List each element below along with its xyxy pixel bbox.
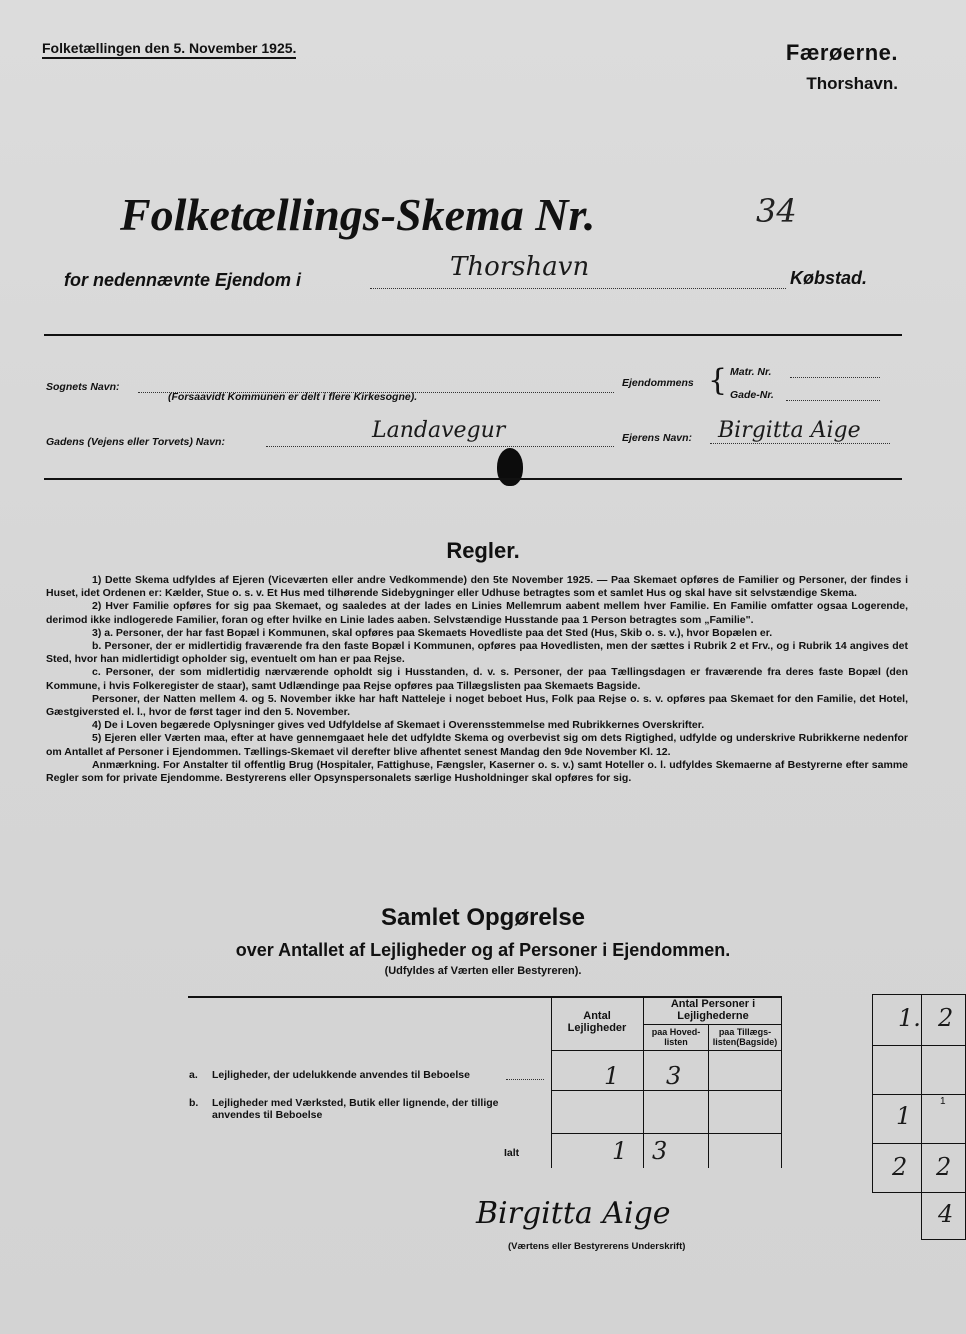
- rule-paragraph: b. Personer, der er midlertidig fraværende fra den faste Bopæl i Kommunen, opføres paa Hovedlisten, men der sættes i Rubrik 2 et Frv., og i Rubrik 14 angives det Sted, hvor han midlertidigt opholder sig, eventuelt om han er paa Rejse.: [46, 640, 908, 666]
- side-grid-value: 2: [936, 1153, 952, 1181]
- owner-dotted-line: [710, 443, 890, 444]
- side-grid-cell: [921, 1045, 966, 1095]
- col-apartments: Antal Lejligheder: [567, 1010, 627, 1034]
- table-vline: [708, 1024, 709, 1168]
- rule-paragraph: Personer, der Natten mellem 4. og 5. November ikke har haft Natteleje i noget beboet Hus, Folk paa Rejse o. s. v. opføres paa Skemaet for den Familie, det Hotel, Gæstgiversted el. l., hvor de først tager ind den 5. November.: [46, 692, 908, 719]
- owner-label: Ejerens Navn:: [622, 432, 693, 444]
- rule-paragraph: 3) a. Personer, der har fast Bopæl i Kommunen, skal opføres paa Skemaets Hovedliste paa det Sted (Hus, Skib o. s. v.), hvor Bopælen er.: [92, 626, 773, 639]
- brace: {: [708, 363, 728, 398]
- side-grid-cell: [872, 1045, 922, 1095]
- owner-name-handwritten: Birgitta Aige: [718, 418, 861, 443]
- table-subheader-rule: [643, 1024, 782, 1025]
- summary-note: (Udfyldes af Værten eller Bestyreren).: [384, 965, 582, 977]
- row-a-main: 3: [666, 1062, 682, 1090]
- table-vline: [781, 996, 782, 1168]
- side-grid-value: 2: [938, 1004, 954, 1032]
- col-supp-list: paa Tillægs-listen(Bagside): [712, 1027, 778, 1047]
- schema-number: 34: [756, 192, 797, 230]
- table-row-rule: [551, 1090, 782, 1091]
- parish-label: Sognets Navn:: [46, 381, 120, 393]
- city-name: Thorshavn.: [806, 74, 898, 93]
- summary-title: Samlet Opgørelse: [380, 904, 586, 931]
- region-name: Færøerne.: [785, 40, 898, 65]
- rule-paragraph: 1) Dette Skema udfyldes af Ejeren (Viceværten eller andre Vedkommende) den 5te November 1925. — Paa Skemaet opføres de Familier og Personer, der findes i Huset, idet Ordenen er: Kælder, Stue o. s. v. Et Hus med tilhørende Sidebygninger eller Udhuse betragtes som et samlet Hus og skal have sit selvstændige Skema.: [46, 574, 908, 600]
- table-vline: [551, 996, 552, 1168]
- top-rule: [44, 334, 902, 336]
- side-grid-value: 1: [896, 1102, 912, 1130]
- row-a-dots: [506, 1079, 544, 1080]
- side-grid-value: 4: [938, 1200, 954, 1228]
- col-main-list: paa Hoved-listen: [651, 1027, 701, 1047]
- form-title: Folketællings-Skema Nr.: [120, 189, 596, 240]
- street-name-handwritten: Landavegur: [372, 418, 506, 443]
- street-label: Gadens (Vejens eller Torvets) Navn:: [46, 436, 225, 448]
- row-b-letter: b.: [189, 1097, 199, 1109]
- rule-paragraph: 4) De i Loven begærede Oplysninger gives ved Udfyldelse af Skemaet i Overensstemmelse med Rubrikkernes Overskrifter.: [92, 719, 705, 732]
- ink-blot: [497, 448, 523, 486]
- row-a-label: Lejligheder, der udelukkende anvendes til Beboelse: [212, 1069, 470, 1081]
- row-a-apartments: 1: [604, 1062, 620, 1090]
- signature-label: (Værtens eller Bestyrerens Underskrift): [508, 1241, 686, 1252]
- property-town-handwritten: Thorshavn: [450, 252, 590, 282]
- rule-paragraph: Anmærkning. For Anstalter til offentlig Brug (Hospitaler, Fattighuse, Fængsler, Kaserner o. s. v.) samt Hoteller o. l. udfyldes Skemaerne af Bestyrerne efter samme Regler som for private Ejendomme. Bestyrerens eller Opsynspersonalets særlige Husholdninger skal opføres for sig.: [46, 758, 908, 785]
- rules-text: [46, 574, 908, 785]
- rule-paragraph: 5) Ejeren eller Værten maa, efter at have gennemgaaet hele det udfyldte Skema og overbevist sig om dets Rigtighed, udfylde og underskrive Rubrikkerne nedenfor om Antallet af Personer i Ejendommen. Tællings-Skemaet vil derefter blive afhentet senest Mandag den 9de November Kl. 12.: [46, 732, 908, 758]
- parish-note: (Forsaavidt Kommunen er delt i flere Kirkesogne).: [168, 391, 418, 403]
- census-date: Folketællingen den 5. November 1925.: [42, 40, 296, 59]
- fields-bottom-rule: [44, 478, 902, 480]
- rule-paragraph: 2) Hver Familie opføres for sig paa Skemaet, og saaledes at der lades en Linies Mellemrum aabent mellem hver Familie. En Familie omfatter ogsaa Logerende, derimod ikke indlogerede Familier, foran og efter hvilke en Linie lades aaben. Selvstændige Husstande paa 1 Person betragtes som „Familie".: [46, 600, 908, 626]
- street-no-dotted-line: [786, 400, 880, 401]
- side-grid-value: 2: [892, 1153, 908, 1181]
- table-row-rule: [551, 1133, 782, 1134]
- matr-dotted-line: [790, 377, 880, 378]
- property-label: Ejendommens: [622, 377, 694, 389]
- side-grid-value: 1: [940, 1096, 946, 1107]
- table-header-rule: [551, 1050, 782, 1051]
- total-main: 3: [652, 1137, 668, 1165]
- rule-paragraph: c. Personer, der som midlertidig nærværende opholdt sig i Husstanden, d. v. s. Personer, der paa Tællingsdagen er fraværende fra deres faste Bopæl (den Kommune, i hvis Folkeregister de staar), samt Udlændinge paa Rejse opføres paa Tillægslisten paa Skemaets Bagside.: [46, 666, 908, 692]
- property-suffix: Købstad.: [790, 268, 868, 288]
- property-dotted-line: [370, 288, 786, 289]
- signature-handwritten: Birgitta Aige: [476, 1196, 671, 1231]
- total-apartments: 1: [612, 1137, 628, 1165]
- total-label: Ialt: [504, 1147, 520, 1159]
- street-no-label: Gade-Nr.: [730, 389, 774, 401]
- summary-subtitle: over Antallet af Lejligheder og af Personer i Ejendommen.: [235, 940, 731, 960]
- side-grid-value: 1.: [898, 1004, 921, 1032]
- table-vline: [643, 996, 644, 1168]
- row-a-letter: a.: [189, 1069, 198, 1081]
- matr-label: Matr. Nr.: [730, 366, 772, 378]
- col-persons: Antal Personer i Lejlighederne: [670, 998, 756, 1022]
- row-b-label: Lejligheder med Værksted, Butik eller lignende, der tillige anvendes til Beboelse: [212, 1097, 499, 1121]
- street-dotted-line: [266, 446, 614, 447]
- rules-title: Regler.: [446, 538, 520, 563]
- property-prefix: for nedennævnte Ejendom i: [64, 270, 302, 290]
